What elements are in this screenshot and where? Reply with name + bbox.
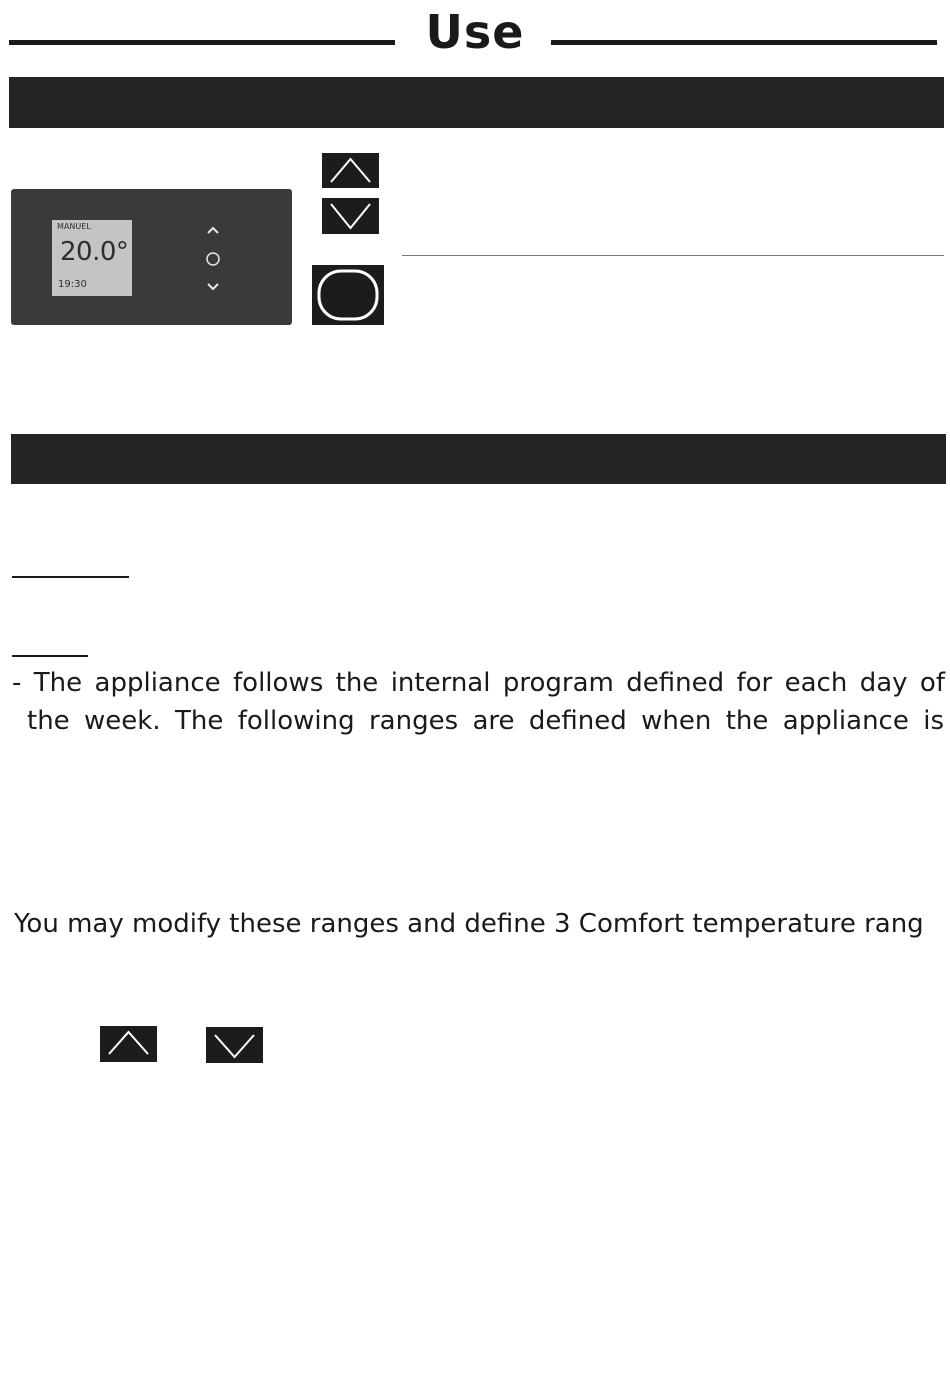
title-rule-right (551, 40, 937, 45)
thermostat-panel (11, 189, 292, 325)
body-text-line: You may modify these ranges and define 3 Comfort temperature rang (14, 909, 924, 939)
subheading-underline (12, 655, 88, 657)
title-rule-left (9, 40, 395, 45)
page-title: Use (425, 5, 525, 59)
divider (402, 255, 944, 256)
heading-underline (12, 576, 129, 578)
round-button-icon (312, 265, 384, 325)
display-temperature: 20.0° (60, 237, 129, 267)
chevron-down-icon (205, 279, 221, 293)
display-mode: MANUEL (57, 222, 91, 231)
chevron-down-icon (322, 198, 379, 234)
body-text-line: the week. The following ranges are defined when the appliance is (27, 706, 944, 736)
chevron-down-icon (206, 1027, 263, 1063)
chevron-up-icon (205, 222, 221, 236)
chevron-up-icon (322, 153, 379, 188)
circle-icon (205, 251, 221, 265)
display-time: 19:30 (58, 279, 87, 290)
thermostat-display (52, 220, 132, 296)
section-header-bar-2 (11, 434, 946, 484)
body-text-line: - The appliance follows the internal program defined for each day of (12, 668, 945, 698)
chevron-up-icon (100, 1026, 157, 1062)
section-header-bar (9, 77, 944, 128)
